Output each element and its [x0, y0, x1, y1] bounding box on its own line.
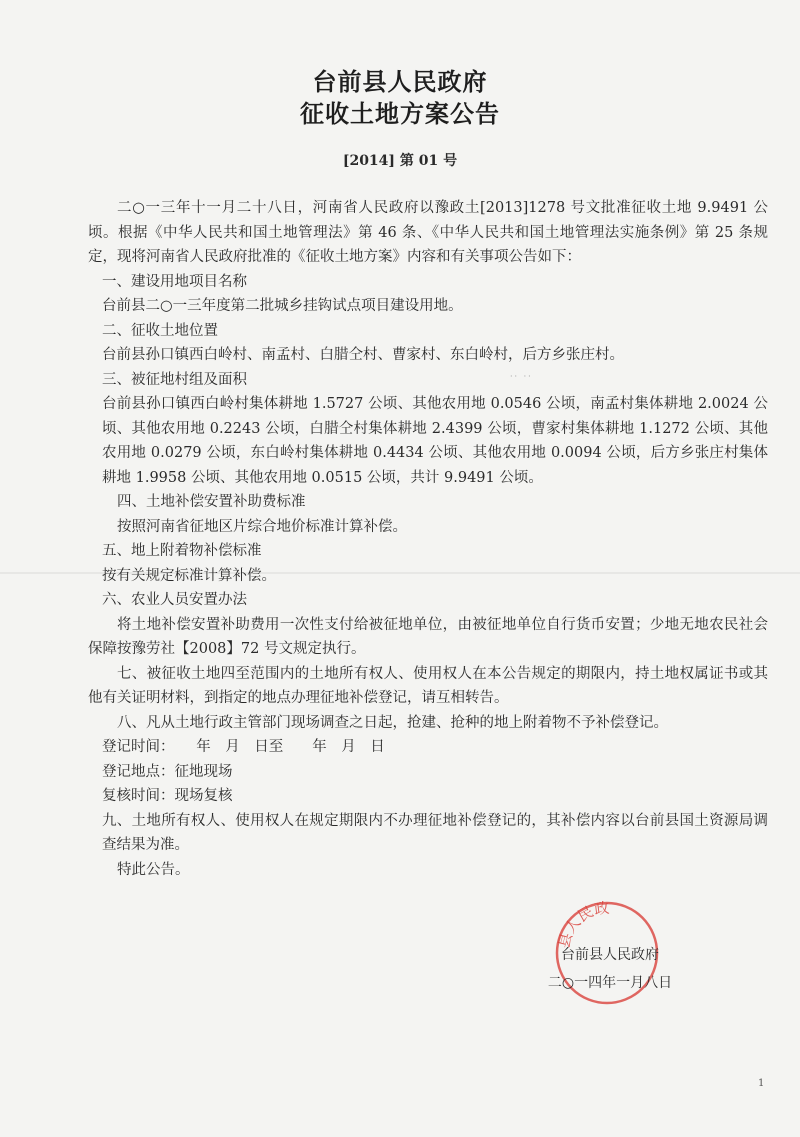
- section-8: 八、凡从土地行政主管部门现场调查之日起，抢建、抢种的地上附着物不予补偿登记。: [117, 714, 668, 731]
- registration-time: 登记时间： 年 月 日至 年 月 日: [102, 739, 385, 755]
- section-heading-1: 一、建设用地项目名称: [102, 273, 247, 290]
- section-heading-4: 四、土地补偿安置补助费标准: [117, 494, 306, 510]
- section-body-5: 按有关规定标准计算补偿。: [102, 567, 276, 584]
- section-body-6: 将土地补偿安置补助费用一次性支付给被征地单位，由被征地单位自行货币安置；少地无地农民社会保障按豫劳社【2008】72 号文规定执行。: [88, 616, 768, 657]
- section-heading-6: 六、农业人员安置办法: [102, 592, 247, 608]
- signature-date: 二○一四年一月八日: [547, 975, 673, 991]
- document-number: [2014] 第 01 号: [342, 153, 458, 169]
- document-body: [88, 196, 768, 882]
- page-number: 1: [758, 1078, 765, 1089]
- closing-line: 特此公告。: [117, 861, 190, 878]
- section-9: 九、土地所有权人、使用权人在规定期限内不办理征地补偿登记的，其补偿内容以台前县国土资源局调查结果为准。: [102, 812, 768, 853]
- section-body-4: 按照河南省征地区片综合地价标准计算补偿。: [117, 518, 407, 535]
- signature-org: 台前县人民政府: [561, 947, 659, 963]
- section-7: 七、被征收土地四至范围内的土地所有权人、使用权人在本公告规定的期限内，持土地权属证书或其他有关证明材料，到指定的地点办理征地补偿登记，请互相转告。: [88, 665, 768, 706]
- review-time: 复核时间：现场复核: [102, 788, 233, 804]
- document-title-org: 台前县人民政府: [312, 68, 488, 96]
- section-body-3: 台前县孙口镇西白岭村集体耕地 1.5727 公顷、其他农用地 0.0546 公顷，南孟村集体耕地 2.0024 公顷、其他农用地 0.2243 公顷，白腊仝村集体耕地 2.4399 公顷，曹家村集体耕地 1.1272 公顷、其他农用地 0.0279 公顷，东白岭村集体耕地 0.4434 公顷、其他农用地 0.0094 公顷，后方乡张庄村集体耕地 1.9958 公顷、其他农用地 0.0515 公顷，共计 9.9491 公顷。: [102, 396, 768, 486]
- section-heading-5: 五、地上附着物补偿标准: [102, 543, 262, 559]
- seal-text: 县人民政: [554, 898, 611, 951]
- scan-mark: ·· ··: [510, 372, 533, 381]
- section-heading-2: 二、征收土地位置: [102, 322, 218, 339]
- section-body-2: 台前县孙口镇西白岭村、南孟村、白腊仝村、曹家村、东白岭村，后方乡张庄村。: [102, 347, 624, 363]
- section-heading-3: 三、被征地村组及面积: [102, 371, 247, 388]
- document-title: 征收土地方案公告: [300, 100, 500, 128]
- intro-paragraph: 二○一三年十一月二十八日，河南省人民政府以豫政土[2013]1278 号文批准征收土地 9.9491 公顷。根据《中华人民共和国土地管理法》第 46 条、《中华人民共和国土地管理法实施条例》第 25 条规定，现将河南省人民政府批准的《征收土地方案》内容和有关事项公告如下：: [88, 200, 768, 265]
- registration-place: 登记地点：征地现场: [102, 763, 233, 780]
- section-body-1: 台前县二○一三年度第二批城乡挂钩试点项目建设用地。: [102, 298, 463, 314]
